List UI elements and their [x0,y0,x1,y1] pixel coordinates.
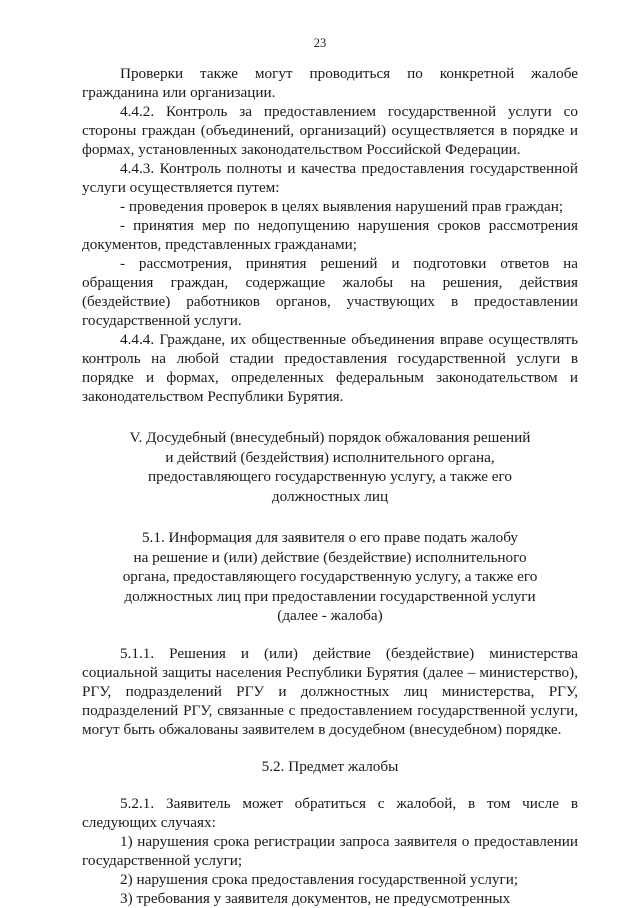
heading-line: на решение и (или) действие (бездействие) исполнительного [133,548,527,566]
list-item: 1) нарушения срока регистрации запроса заявителя о предоставлении государственной услуги; [82,833,578,869]
heading-line: должностных лиц [271,487,389,505]
paragraph: 5.1.1. Решения и (или) действие (бездействие) министерства социальной защиты населения Республики Бурятия (далее – министерство), РГУ, подразделений РГУ и должностных лиц министерства, РГУ, подразделений РГУ, связанные с предоставлением государственной услуги, могут быть обжалованы заявителем в досудебном (внесудебном) порядке. [82,644,578,738]
paragraph: 5.2.1. Заявитель может обратиться с жалобой, в том числе в следующих случаях: [82,795,578,831]
heading-line: (далее - жалоба) [277,607,383,624]
list-item: 3) требования у заявителя документов, не предусмотренных [120,890,511,907]
document-body [82,64,578,908]
paragraph: 4.4.2. Контроль за предоставлением государственной услуги со стороны граждан (объединений, организаций) осуществляется в порядке и формах, установленных законодательством Российской Федерации. [82,103,578,158]
list-item: - проведения проверок в целях выявления нарушений прав граждан; [120,198,564,215]
section-heading [82,428,578,506]
list-item: 2) нарушения срока предоставления государственной услуги; [120,871,519,888]
heading-line: и действий (бездействия) исполнительного органа, [165,448,495,466]
heading-line: должностных лиц при предоставлении государственной услуги [124,587,536,605]
page-number: 23 [313,36,327,50]
subsection-heading [82,528,578,626]
heading-line: органа, предоставляющего государственную услугу, а также его [122,568,538,585]
paragraph: Проверки также могут проводиться по конкретной жалобе гражданина или организации. [82,65,578,101]
list-item: - рассмотрения, принятия решений и подготовки ответов на обращения граждан, содержащие жалобы на решения, действия (бездействие) работников органов, участвующих в предоставлении государственной услуги. [82,255,578,329]
paragraph: 4.4.4. Граждане, их общественные объединения вправе осуществлять контроль на любой стадии предоставления государственной услуги в порядке и формах, определенных федеральным законодательством и законодательством Республики Бурятия. [82,331,578,405]
list-item: - принятия мер по недопущению нарушения сроков рассмотрения документов, представленных гражданами; [82,217,578,253]
heading-line: V. Досудебный (внесудебный) порядок обжалования решений [129,429,531,446]
heading-line: предоставляющего государственную услугу, а также его [148,468,512,485]
heading-line: 5.1. Информация для заявителя о его праве подать жалобу [141,529,519,546]
subsection-heading: 5.2. Предмет жалобы [261,757,399,775]
paragraph: 4.4.3. Контроль полноты и качества предоставления государственной услуги осуществляется путем: [82,160,578,196]
